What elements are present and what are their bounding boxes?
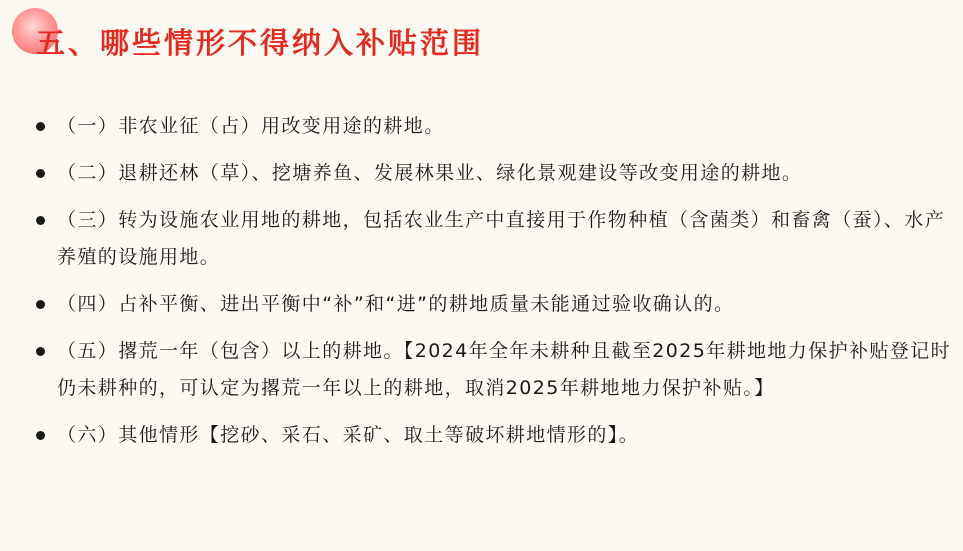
list-item-text: （三）转为设施农业用地的耕地，包括农业生产中直接用于作物种植（含菌类）和畜禽（蚕）、水产养殖的设施用地。 xyxy=(57,209,946,268)
list-item xyxy=(36,333,951,407)
slide-title: 五、哪些情形不得纳入补贴范围 xyxy=(36,26,485,60)
bullet-icon xyxy=(36,347,45,356)
list-item-text: （二）退耕还林（草）、挖塘养鱼、发展林果业、绿化景观建设等改变用途的耕地。 xyxy=(57,162,803,184)
list-item xyxy=(36,417,951,454)
list-item xyxy=(36,286,951,323)
bullet-icon xyxy=(36,216,45,225)
list-item-text: （四）占补平衡、进出平衡中“补”和“进”的耕地质量未能通过验收确认的。 xyxy=(57,293,735,315)
list-item xyxy=(36,108,951,145)
bullet-icon xyxy=(36,169,45,178)
list-item xyxy=(36,155,951,192)
list-item-text: （一）非农业征（占）用改变用途的耕地。 xyxy=(57,115,445,137)
bullet-icon xyxy=(36,122,45,131)
exclusion-list xyxy=(36,108,951,464)
list-item xyxy=(36,202,951,276)
bullet-icon xyxy=(36,431,45,440)
list-item-text: （五）撂荒一年（包含）以上的耕地。【2024年全年未耕种且截至2025年耕地地力保护补贴登记时仍未耕种的，可认定为撂荒一年以上的耕地，取消2025年耕地地力保护补贴。】 xyxy=(57,340,952,399)
list-item-text: （六）其他情形【挖砂、采石、采矿、取土等破坏耕地情形的】。 xyxy=(57,424,640,446)
bullet-icon xyxy=(36,300,45,309)
